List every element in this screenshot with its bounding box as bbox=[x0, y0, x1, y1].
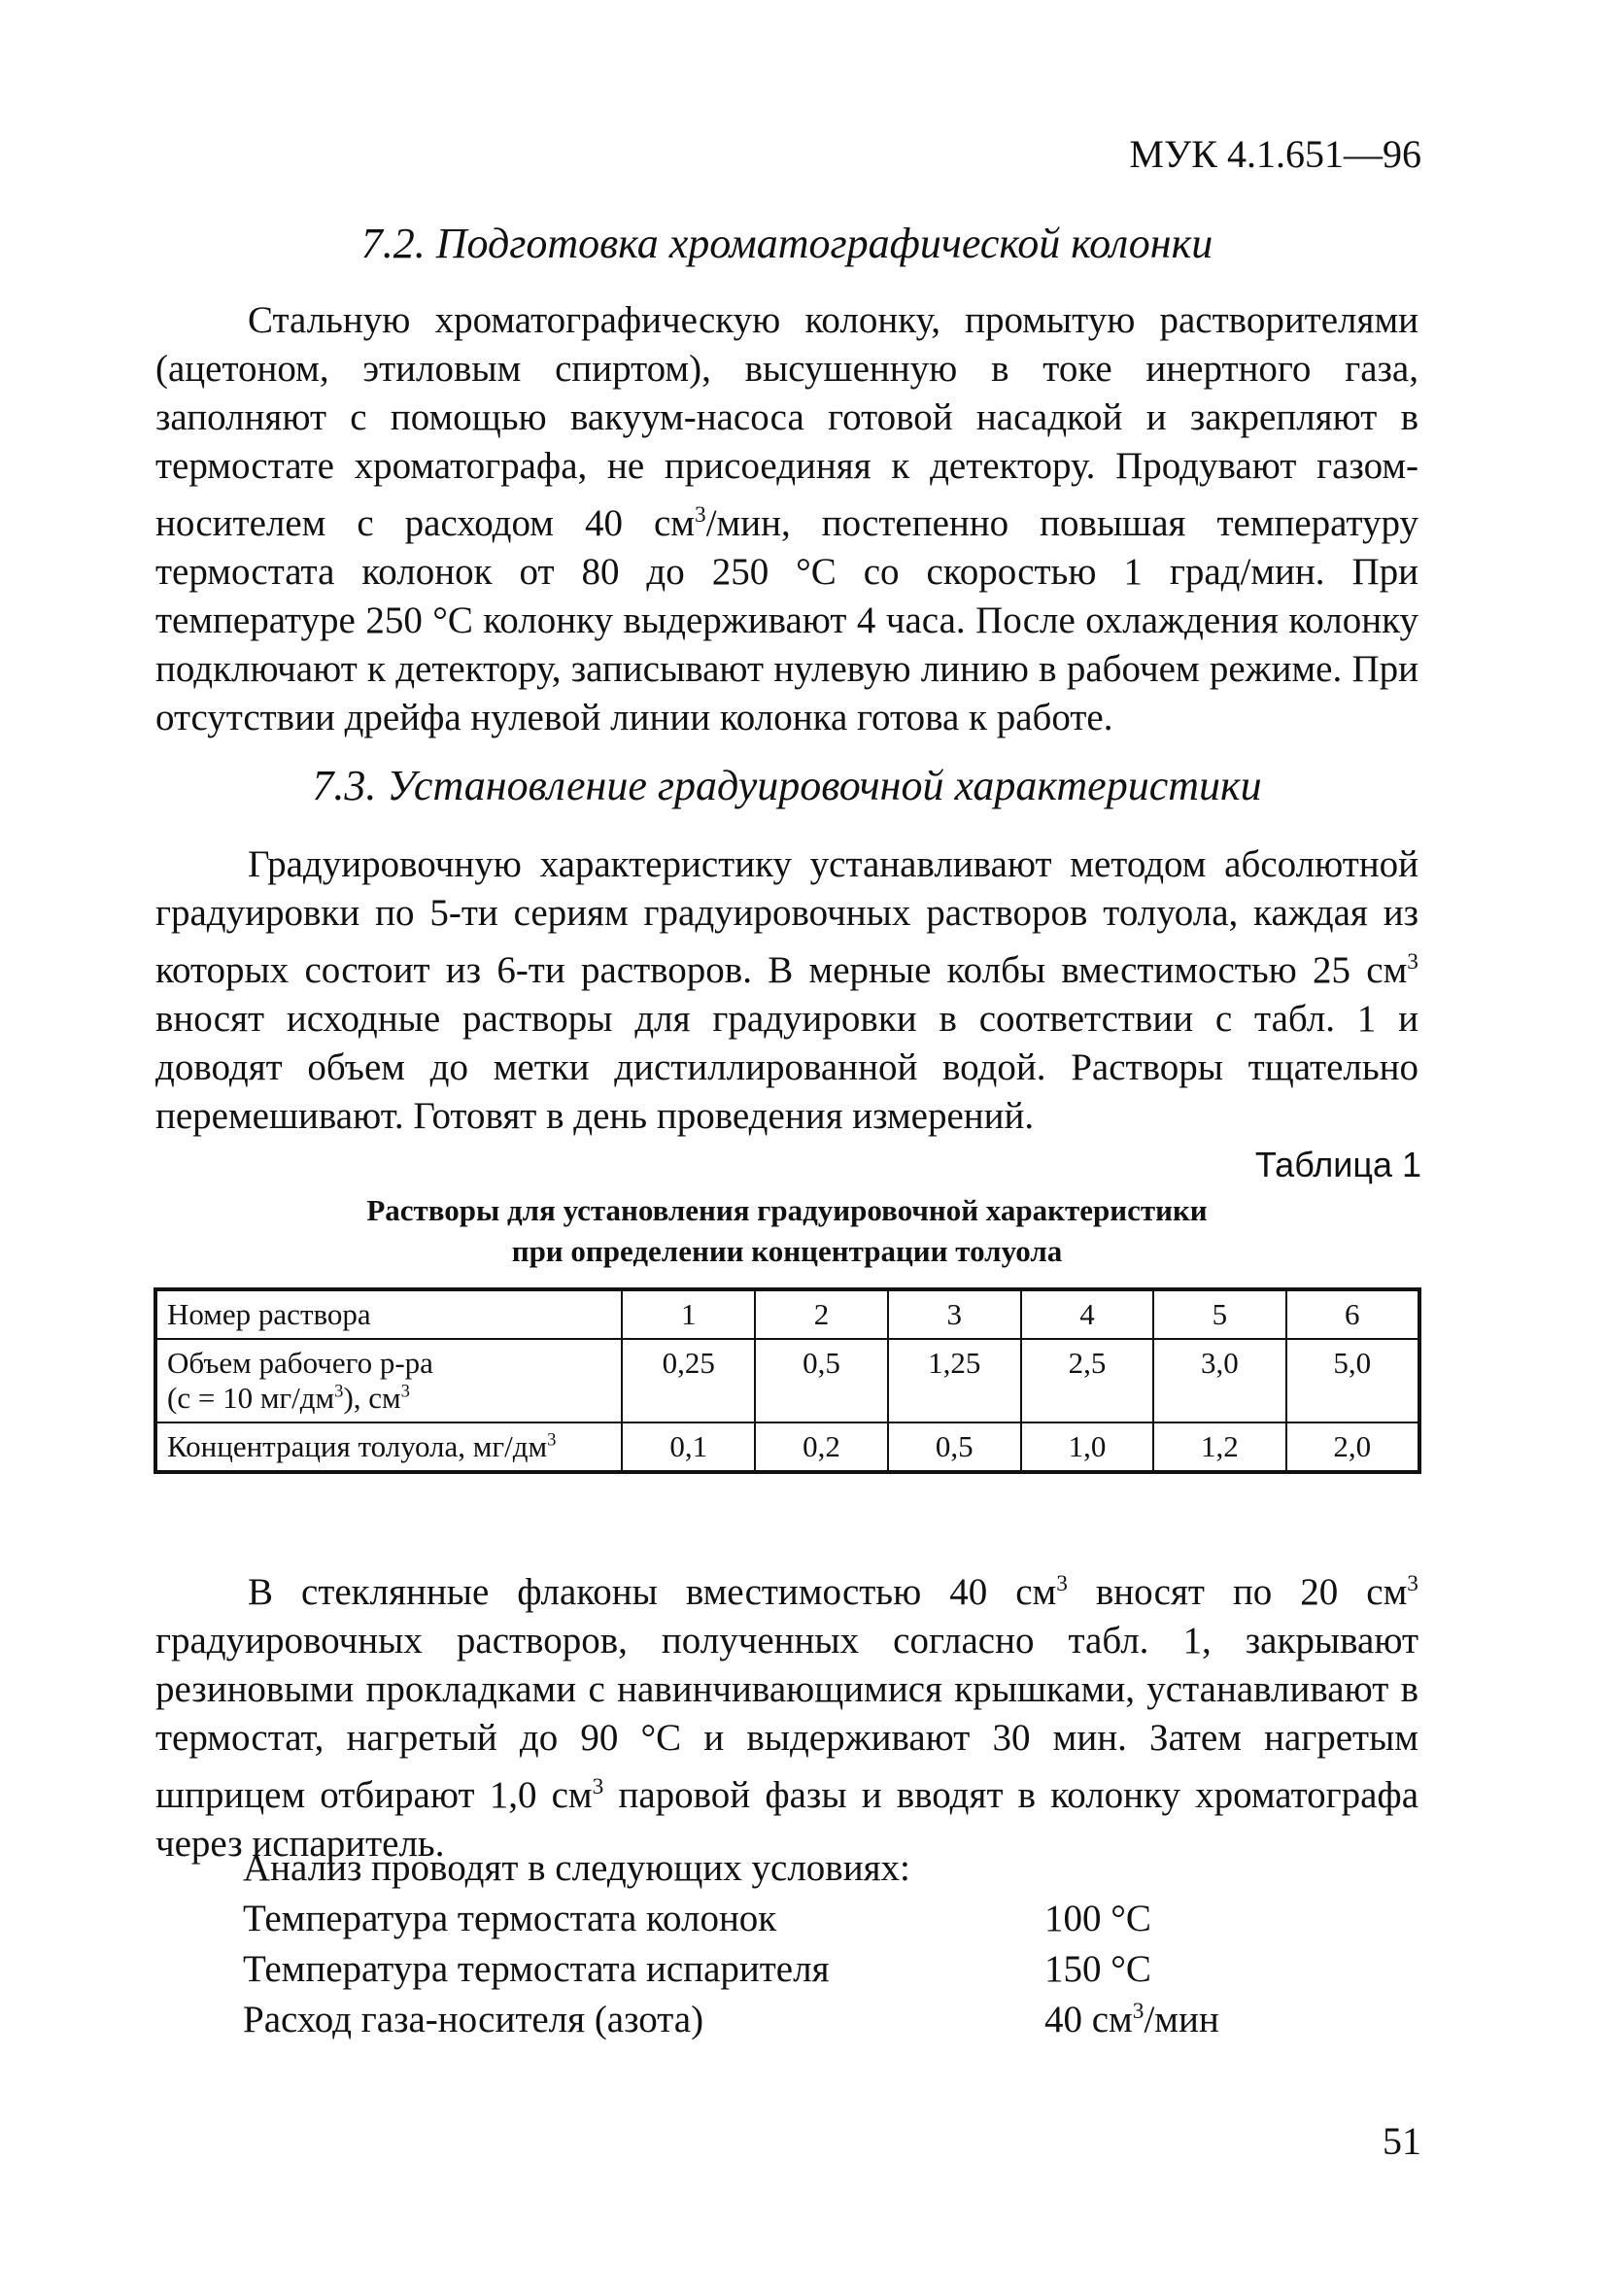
paragraph-3-text: В стеклянные флаконы вместимостью 40 см bbox=[248, 1571, 1057, 1613]
superscript: 3 bbox=[695, 502, 706, 528]
page-number: 51 bbox=[1383, 2119, 1421, 2163]
paragraph-7-3 bbox=[155, 840, 1418, 1141]
paragraph-7-3-text-a: Градуировочную характеристику устанавливают методом абсолютной градуировки по 5-ти сериям градуировочных растворов толуола, каждая из которых состоит из 6-ти растворов. В мерные колбы вместимостью 25 см bbox=[155, 843, 1418, 991]
condition-name: Расход газа-носителя (азота) bbox=[243, 1999, 704, 2040]
label-part: Концентрация толуола, мг/дм bbox=[167, 1429, 548, 1463]
row-label-line1: Объем рабочего р-ра bbox=[167, 1346, 433, 1380]
condition-value bbox=[1044, 1998, 1219, 2041]
table-cell: 2 bbox=[755, 1289, 887, 1339]
label-part: ), см bbox=[343, 1381, 401, 1415]
paragraph-7-2-text-a: Стальную хроматографическую колонку, промытую растворителями (ацетоном, этиловым спиртом), высушенную в токе инертного газа, заполняют с помощью вакуум-насоса готовой насадкой и закрепляют в термостате хроматографа, не присоединяя к детектору. Продувают газом-носителем с расходом 40 см bbox=[155, 299, 1418, 544]
paragraph-7-2-text-b: /мин, постепенно повышая температуру термостата колонок от 80 до 250 °С со скоростью 1 град/мин. При температуре 250 °С колонку выдерживают 4 часа. После охлаждения колонку подключают к детектору, записывают нулевую линию в рабочем режиме. При отсутствии дрейфа нулевой линии колонка готова к работе. bbox=[155, 502, 1418, 738]
table-row bbox=[155, 1289, 1419, 1339]
paragraph-7-2 bbox=[155, 296, 1418, 742]
table-label: Таблица 1 bbox=[1254, 1145, 1421, 1184]
paragraph-3-text: паровой фазы и вводят в колонку хроматографа через испаритель. bbox=[155, 1774, 1419, 1865]
table-row bbox=[155, 1339, 1419, 1422]
calibration-table bbox=[154, 1287, 1421, 1474]
doc-code: МУК 4.1.651—96 bbox=[1129, 132, 1421, 176]
table-caption-line1: Растворы для установления градуировочной характеристики bbox=[366, 1193, 1208, 1227]
row-label bbox=[155, 1422, 622, 1472]
table-cell: 0,5 bbox=[755, 1339, 887, 1422]
table-cell: 3 bbox=[888, 1289, 1021, 1339]
row-label: Номер раствора bbox=[155, 1289, 622, 1339]
table-cell: 5 bbox=[1153, 1289, 1285, 1339]
table-cell: 0,2 bbox=[755, 1422, 887, 1472]
table-cell: 1 bbox=[622, 1289, 755, 1339]
condition-name: Температура термостата колонок bbox=[243, 1898, 777, 1939]
paragraph-7-3-text-b: вносят исходные растворы для градуировки в соответствии с табл. 1 и доводят объем до метки дистиллированной водой. Растворы тщательно перемешивают. Готовят в день проведения измерений. bbox=[155, 998, 1418, 1137]
superscript: 3 bbox=[1407, 1571, 1418, 1596]
label-part: (с = 10 мг/дм bbox=[167, 1381, 335, 1415]
table-cell: 2,5 bbox=[1021, 1339, 1153, 1422]
table-cell: 1,2 bbox=[1153, 1422, 1285, 1472]
paragraph-3-text: вносят по 20 см bbox=[1067, 1571, 1408, 1613]
table-cell: 1,25 bbox=[888, 1339, 1021, 1422]
table-cell: 2,0 bbox=[1286, 1422, 1419, 1472]
paragraph-3 bbox=[155, 1559, 1418, 1868]
table-row bbox=[155, 1422, 1419, 1472]
table-cell: 6 bbox=[1286, 1289, 1419, 1339]
section-title-7-2: 7.2. Подготовка хроматографической колонки bbox=[360, 220, 1213, 267]
table-cell: 1,0 bbox=[1021, 1422, 1153, 1472]
superscript: 3 bbox=[400, 1381, 410, 1402]
section-title-7-3: 7.3. Установление градуировочной характеристики bbox=[312, 762, 1262, 809]
table-cell: 0,1 bbox=[622, 1422, 755, 1472]
paragraph-3-text: градуировочных растворов, полученных согласно табл. 1, закрывают резиновыми прокладками с навинчивающимися крышками, устанавливают в термостат, нагретый до 90 °С и выдерживают 30 мин. Затем нагретым шприцем отбирают 1,0 см bbox=[155, 1620, 1418, 1816]
table-cell: 3,0 bbox=[1153, 1339, 1285, 1422]
table-cell: 5,0 bbox=[1286, 1339, 1419, 1422]
table-caption bbox=[155, 1190, 1418, 1272]
value-part: /мин bbox=[1144, 1999, 1219, 2040]
superscript: 3 bbox=[1056, 1571, 1068, 1596]
table-caption-line2: при определении концентрации толуола bbox=[511, 1234, 1063, 1268]
superscript: 3 bbox=[334, 1381, 344, 1402]
table-cell: 0,5 bbox=[888, 1422, 1021, 1472]
superscript: 3 bbox=[1407, 949, 1418, 975]
conditions-intro: Анализ проводят в следующих условиях: bbox=[243, 1847, 910, 1889]
superscript: 3 bbox=[592, 1774, 604, 1799]
superscript: 3 bbox=[547, 1429, 557, 1451]
condition-name: Температура термостата испарителя bbox=[243, 1948, 830, 1990]
table-cell: 4 bbox=[1021, 1289, 1153, 1339]
value-part: 40 см bbox=[1044, 1999, 1133, 2040]
condition-value: 100 °С bbox=[1044, 1898, 1151, 1939]
condition-value: 150 °С bbox=[1044, 1948, 1151, 1990]
table-cell: 0,25 bbox=[622, 1339, 755, 1422]
row-label-line2 bbox=[167, 1381, 611, 1416]
row-label bbox=[155, 1339, 622, 1422]
superscript: 3 bbox=[1132, 1999, 1145, 2024]
